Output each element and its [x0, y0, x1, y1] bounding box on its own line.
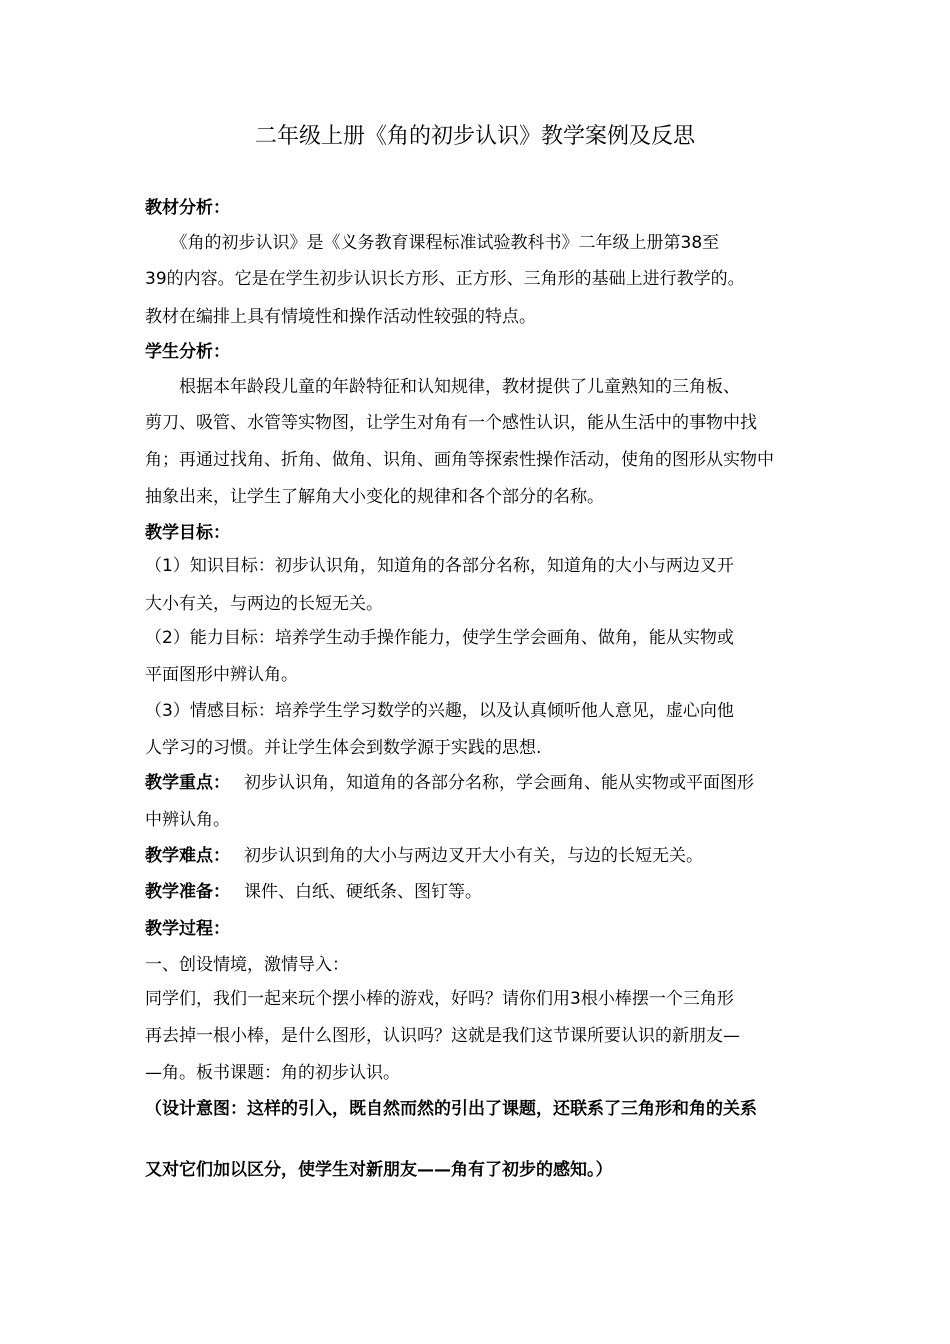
goal-line: （1）知识目标：初步认识角，知道角的各部分名称，知道角的大小与两边叉开: [145, 556, 734, 576]
section-heading-process: 教学过程：: [145, 919, 230, 939]
paragraph-line: 根据本年龄段儿童的年龄特征和认知规律，教材提供了儿童熟知的三角板、: [145, 377, 740, 397]
process-line: 一、创设情境，激情导入：: [145, 955, 349, 975]
difficulty-line: [145, 844, 825, 868]
paragraph-line: 39的内容。它是在学生初步认识长方形、正方形、三角形的基础上进行教学的。: [145, 269, 745, 289]
preparation-line: [145, 880, 825, 904]
process-line: —角。板书课题：角的初步认识。: [145, 1063, 400, 1083]
section-heading-difficulty: 教学难点：: [145, 846, 230, 866]
section-heading-key-points: 教学重点：: [145, 773, 230, 793]
goal-line: 平面图形中辨认角。: [145, 665, 298, 685]
section-heading-preparation: 教学准备：: [145, 882, 230, 902]
paragraph-line: 角；再通过找角、折角、做角、识角、画角等探索性操作活动，使角的图形从实物中: [145, 450, 774, 470]
preparation-text: 课件、白纸、硬纸条、图钉等。: [244, 882, 482, 902]
key-points-line: [145, 771, 825, 795]
goal-line: 大小有关，与两边的长短无关。: [145, 594, 383, 614]
design-intent-line: 又对它们加以区分，使学生对新朋友——角有了初步的感知。）: [145, 1160, 613, 1180]
goal-line: 人学习的习惯。并让学生体会到数学源于实践的思想.: [145, 738, 542, 758]
design-intent-line: （设计意图：这样的引入，既自然而然的引出了课题，还联系了三角形和角的关系: [145, 1099, 757, 1119]
section-heading-textbook: 教材分析：: [145, 198, 230, 218]
key-points-line-2: 中辨认角。: [145, 810, 230, 830]
goal-line: （2）能力目标：培养学生动手操作能力，使学生学会画角、做角，能从实物或: [145, 628, 734, 648]
paragraph-line: 教材在编排上具有情境性和操作活动性较强的特点。: [145, 307, 536, 327]
goal-line: （3）情感目标：培养学生学习数学的兴趣，以及认真倾听他人意见，虚心向他: [145, 701, 734, 721]
paragraph-line: 抽象出来，让学生了解角大小变化的规律和各个部分的名称。: [145, 487, 604, 507]
key-points-text: 初步认识角，知道角的各部分名称，学会画角、能从实物或平面图形: [244, 773, 754, 793]
section-heading-students: 学生分析：: [145, 342, 230, 362]
process-line: 再去掉一根小棒，是什么图形，认识吗？这就是我们这节课所要认识的新朋友—: [145, 1026, 740, 1046]
section-heading-goals: 教学目标：: [145, 523, 230, 543]
document-title: 二年级上册《角的初步认识》教学案例及反思: [254, 124, 695, 149]
difficulty-text: 初步认识到角的大小与两边叉开大小有关，与边的长短无关。: [244, 846, 703, 866]
process-line: 同学们，我们一起来玩个摆小棒的游戏，好吗？请你们用3根小棒摆一个三角形: [145, 989, 734, 1009]
paragraph-line: 《角的初步认识》是《义务教育课程标准试验教科书》二年级上册第38至: [145, 233, 720, 253]
paragraph-line: 剪刀、吸管、水管等实物图，让学生对角有一个感性认识，能从生活中的事物中找: [145, 413, 757, 433]
